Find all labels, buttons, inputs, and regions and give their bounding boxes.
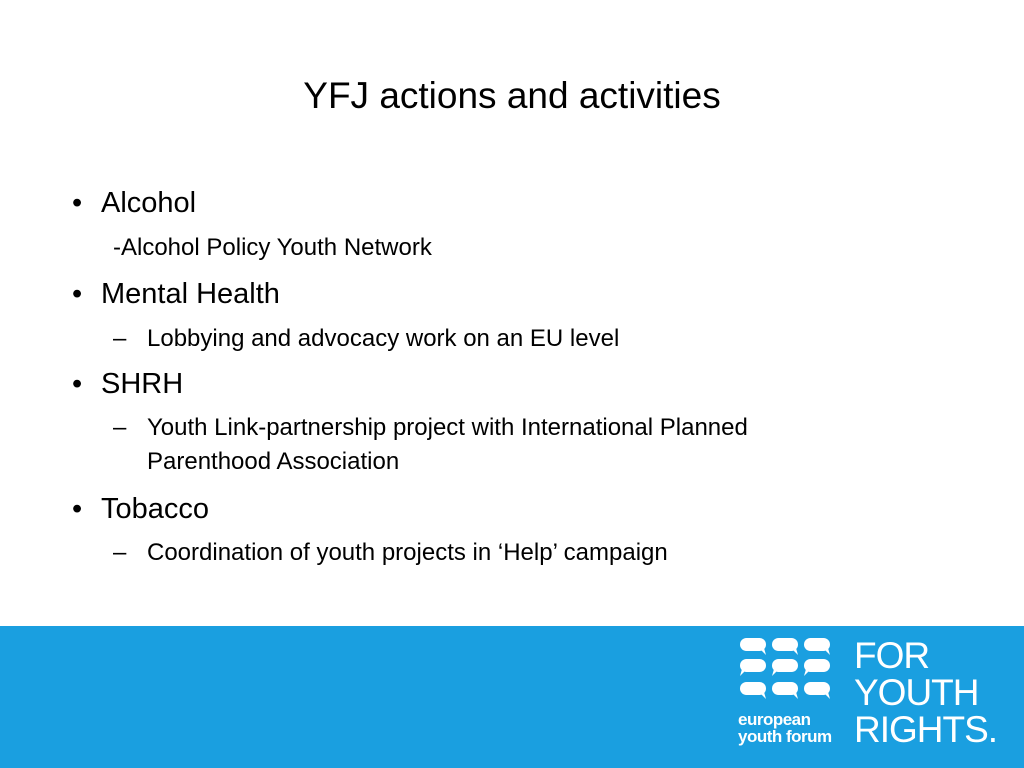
bullet-label: SHRH	[101, 368, 184, 400]
bullet-dot: •	[72, 187, 83, 219]
sub-dash: –	[113, 325, 127, 352]
logo-text-european: european	[738, 710, 811, 729]
bullet-dot: •	[72, 368, 83, 400]
bullet-label: Mental Health	[101, 278, 280, 310]
sub-text-line2: Parenthood Association	[147, 448, 400, 475]
speech-bubbles-logo-icon	[738, 636, 834, 702]
bullet-alcohol	[72, 185, 372, 221]
sub-item-lobbying	[113, 322, 913, 356]
logo-text-youth-forum: youth forum	[738, 727, 832, 746]
bullet-label: Alcohol	[101, 187, 197, 219]
slide-title: YFJ actions and activities	[303, 75, 721, 116]
tagline-line-3: RIGHTS.	[854, 709, 998, 750]
sub-item-alcohol-policy: -Alcohol Policy Youth Network	[113, 234, 432, 261]
bullet-tobacco	[72, 491, 372, 527]
bullet-dot: •	[72, 493, 83, 525]
bullet-label: Tobacco	[101, 493, 210, 525]
sub-item-youth-link	[113, 411, 913, 479]
bullet-dot: •	[72, 278, 83, 310]
sub-dash: –	[113, 414, 127, 441]
sub-text: Lobbying and advocacy work on an EU level	[147, 325, 620, 352]
bullet-shrh	[72, 366, 372, 402]
sub-item-coordination	[113, 536, 913, 570]
sub-dash: –	[113, 539, 127, 566]
tagline-line-1: FOR	[854, 635, 930, 676]
bullet-mental-health	[72, 276, 472, 312]
sub-text-line1: Youth Link-partnership project with International Planned	[147, 414, 748, 441]
sub-text: Coordination of youth projects in ‘Help’ campaign	[147, 539, 668, 566]
tagline-line-2: YOUTH	[854, 672, 979, 713]
